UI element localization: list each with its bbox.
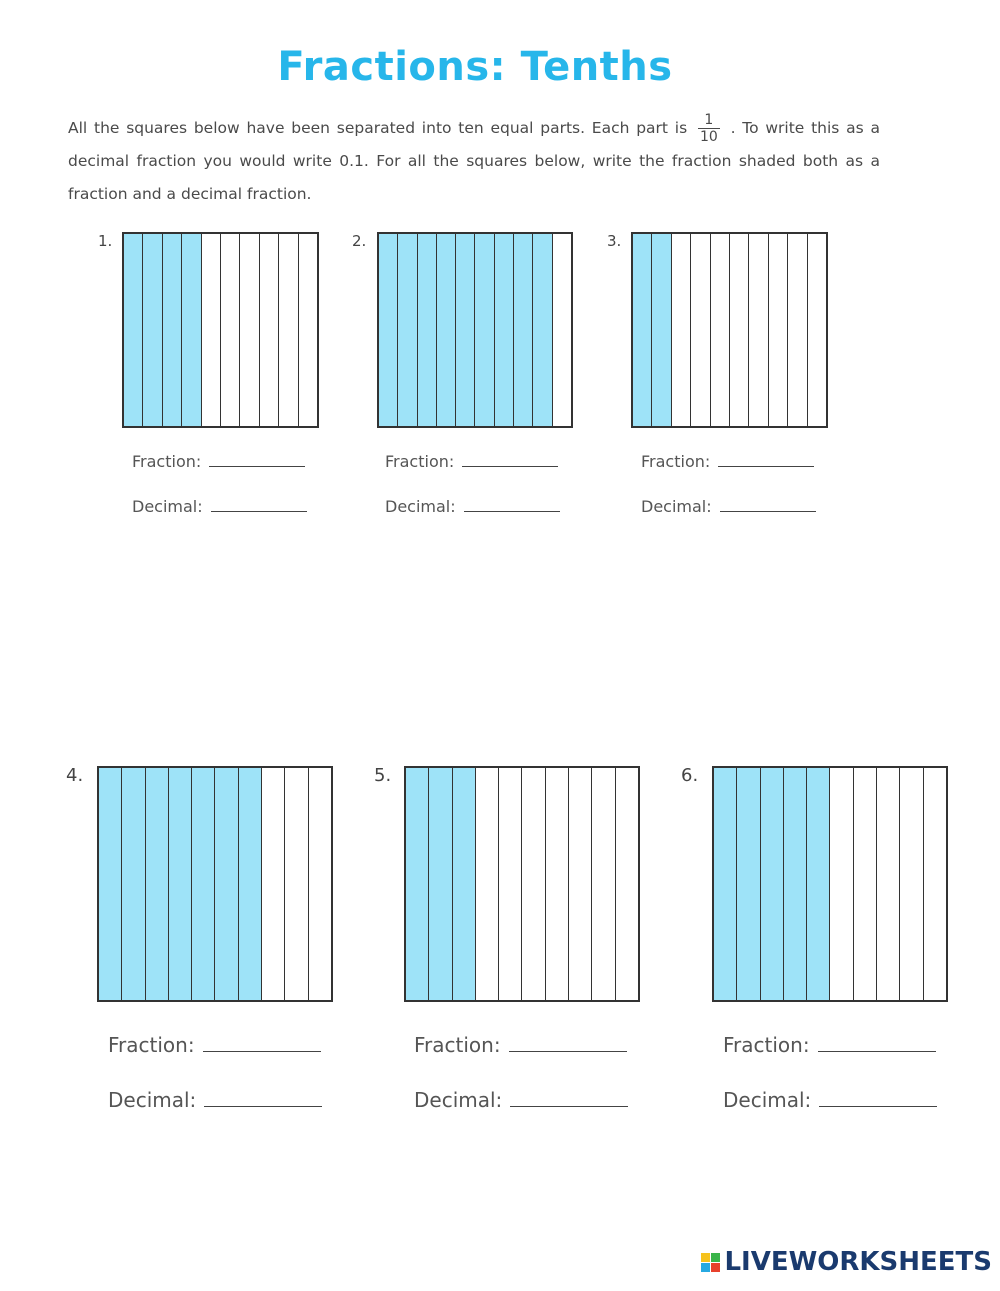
answer-line — [819, 1105, 937, 1107]
shaded-strip — [807, 768, 830, 1000]
instructions — [68, 112, 880, 211]
unshaded-strip — [569, 768, 592, 1000]
unshaded-strip — [260, 234, 279, 426]
unshaded-strip — [788, 234, 807, 426]
shaded-strip — [122, 768, 145, 1000]
shaded-strip — [784, 768, 807, 1000]
shaded-strip — [215, 768, 238, 1000]
shaded-strip — [714, 768, 737, 1000]
problem-6-fraction-answer[interactable] — [723, 1033, 936, 1057]
unshaded-strip — [546, 768, 569, 1000]
shaded-strip — [239, 768, 262, 1000]
problem-1-number: 1. — [98, 232, 113, 250]
liveworksheets-logo-text: LIVEWORKSHEETS — [724, 1247, 992, 1277]
shaded-strip — [124, 234, 143, 426]
page-title: Fractions: Tenths — [277, 44, 673, 90]
shaded-strip — [169, 768, 192, 1000]
decimal-label: Decimal: — [723, 1088, 812, 1112]
shaded-strip — [533, 234, 552, 426]
instructions-text-2: . To write this as a decimal fraction you would write 0.1. For all the squares below, write the fraction shaded both as a fraction and a decimal fraction. — [68, 119, 880, 203]
problem-1-decimal-answer[interactable] — [132, 497, 307, 516]
shaded-strip — [456, 234, 475, 426]
fraction-label: Fraction: — [108, 1033, 195, 1057]
shaded-strip — [453, 768, 476, 1000]
unshaded-strip — [616, 768, 638, 1000]
fraction-label: Fraction: — [385, 452, 455, 471]
unshaded-strip — [730, 234, 749, 426]
answer-line — [462, 465, 558, 467]
fraction-label: Fraction: — [723, 1033, 810, 1057]
unshaded-strip — [202, 234, 221, 426]
unshaded-strip — [476, 768, 499, 1000]
decimal-label: Decimal: — [641, 497, 712, 516]
problem-3-fraction-answer[interactable] — [641, 452, 814, 471]
shaded-strip — [379, 234, 398, 426]
problem-5-decimal-answer[interactable] — [414, 1088, 628, 1112]
fraction-denominator: 10 — [699, 129, 718, 145]
problem-4-grid — [97, 766, 333, 1002]
shaded-strip — [192, 768, 215, 1000]
liveworksheets-logo[interactable] — [701, 1247, 992, 1277]
one-tenth-fraction — [698, 112, 720, 145]
answer-line — [818, 1050, 936, 1052]
shaded-strip — [99, 768, 122, 1000]
shaded-strip — [652, 234, 671, 426]
problem-2-grid — [377, 232, 573, 428]
unshaded-strip — [877, 768, 900, 1000]
shaded-strip — [398, 234, 417, 426]
answer-line — [209, 465, 305, 467]
problem-6-grid — [712, 766, 948, 1002]
shaded-strip — [163, 234, 182, 426]
unshaded-strip — [854, 768, 877, 1000]
problem-4-number: 4. — [66, 765, 84, 786]
problem-4-decimal-answer[interactable] — [108, 1088, 322, 1112]
unshaded-strip — [830, 768, 853, 1000]
answer-line — [211, 510, 307, 512]
unshaded-strip — [711, 234, 730, 426]
unshaded-strip — [240, 234, 259, 426]
decimal-label: Decimal: — [108, 1088, 197, 1112]
shaded-strip — [406, 768, 429, 1000]
shaded-strip — [182, 234, 201, 426]
answer-line — [203, 1050, 321, 1052]
unshaded-strip — [522, 768, 545, 1000]
shaded-strip — [429, 768, 452, 1000]
unshaded-strip — [769, 234, 788, 426]
shaded-strip — [737, 768, 760, 1000]
unshaded-strip — [262, 768, 285, 1000]
shaded-strip — [514, 234, 533, 426]
fraction-label: Fraction: — [414, 1033, 501, 1057]
shaded-strip — [146, 768, 169, 1000]
unshaded-strip — [672, 234, 691, 426]
shaded-strip — [475, 234, 494, 426]
instructions-text-1: All the squares below have been separated into ten equal parts. Each part is — [68, 119, 688, 137]
problem-3-number: 3. — [607, 232, 622, 250]
decimal-label: Decimal: — [385, 497, 456, 516]
unshaded-strip — [553, 234, 571, 426]
unshaded-strip — [221, 234, 240, 426]
shaded-strip — [761, 768, 784, 1000]
shaded-strip — [437, 234, 456, 426]
unshaded-strip — [592, 768, 615, 1000]
answer-line — [204, 1105, 322, 1107]
shaded-strip — [495, 234, 514, 426]
unshaded-strip — [309, 768, 331, 1000]
unshaded-strip — [808, 234, 826, 426]
fraction-numerator: 1 — [704, 112, 714, 128]
fraction-label: Fraction: — [641, 452, 711, 471]
decimal-label: Decimal: — [132, 497, 203, 516]
unshaded-strip — [279, 234, 298, 426]
problem-5-number: 5. — [374, 765, 392, 786]
problem-1-grid — [122, 232, 319, 428]
problem-1-fraction-answer[interactable] — [132, 452, 305, 471]
shaded-strip — [418, 234, 437, 426]
problem-2-number: 2. — [352, 232, 367, 250]
fraction-label: Fraction: — [132, 452, 202, 471]
problem-4-fraction-answer[interactable] — [108, 1033, 321, 1057]
unshaded-strip — [749, 234, 768, 426]
unshaded-strip — [900, 768, 923, 1000]
answer-line — [464, 510, 560, 512]
problem-3-decimal-answer[interactable] — [641, 497, 816, 516]
answer-line — [720, 510, 816, 512]
shaded-strip — [143, 234, 162, 426]
problem-6-number: 6. — [681, 765, 699, 786]
problem-2-decimal-answer[interactable] — [385, 497, 560, 516]
decimal-label: Decimal: — [414, 1088, 503, 1112]
unshaded-strip — [499, 768, 522, 1000]
problem-5-fraction-answer[interactable] — [414, 1033, 627, 1057]
problem-2-fraction-answer[interactable] — [385, 452, 558, 471]
liveworksheets-logo-icon — [701, 1253, 720, 1272]
unshaded-strip — [924, 768, 946, 1000]
problem-3-grid — [631, 232, 828, 428]
shaded-strip — [633, 234, 652, 426]
answer-line — [718, 465, 814, 467]
answer-line — [510, 1105, 628, 1107]
unshaded-strip — [299, 234, 317, 426]
problem-5-grid — [404, 766, 640, 1002]
problem-6-decimal-answer[interactable] — [723, 1088, 937, 1112]
unshaded-strip — [285, 768, 308, 1000]
unshaded-strip — [691, 234, 710, 426]
answer-line — [509, 1050, 627, 1052]
